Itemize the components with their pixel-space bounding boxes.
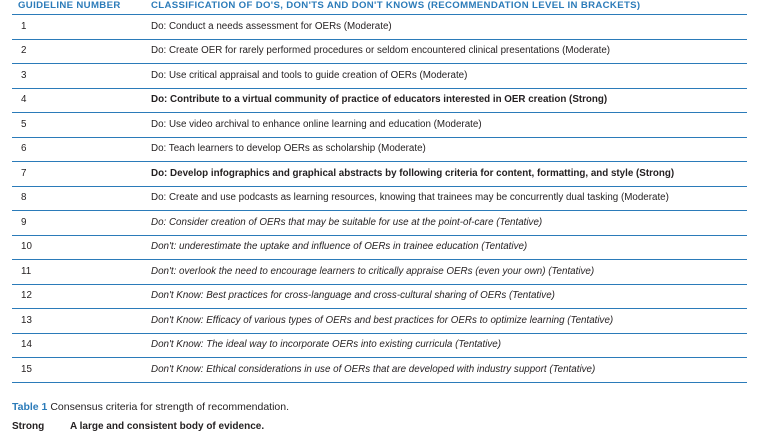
header-classification: CLASSIFICATION OF DO'S, DON'TS AND DON'T KNOWS (RECOMMENDATION LEVEL IN BRACKETS)	[151, 0, 641, 11]
guideline-number: 5	[21, 118, 27, 130]
caption-text: Consensus criteria for strength of recommendation.	[50, 401, 290, 413]
guideline-number: 1	[21, 20, 27, 32]
guideline-text: Don't Know: Efficacy of various types of OERs and best practices for OERs to optimize learning (Tentative)	[151, 314, 614, 326]
table-row	[12, 187, 747, 212]
table-row	[12, 113, 747, 138]
guideline-number: 10	[21, 241, 32, 253]
table-row	[12, 211, 747, 236]
guideline-number: 13	[21, 314, 32, 326]
table-row	[12, 309, 747, 334]
guideline-number: 12	[21, 290, 32, 302]
guideline-text: Do: Contribute to a virtual community of practice of educators interested in OER creation (Strong)	[151, 94, 608, 106]
guideline-number: 3	[21, 69, 27, 81]
table-row	[12, 334, 747, 359]
guideline-text: Do: Create OER for rarely performed procedures or seldom encountered clinical presentations (Moderate)	[151, 45, 611, 57]
guideline-text: Don't Know: Ethical considerations in use of OERs that are developed with industry support (Tentative)	[151, 363, 596, 375]
table-row	[12, 64, 747, 89]
strength-term: Strong	[12, 421, 45, 432]
table-header	[12, 0, 747, 15]
table-row	[12, 236, 747, 261]
guideline-number: 7	[21, 167, 27, 179]
table-row	[12, 358, 747, 383]
caption-label: Table 1	[12, 401, 48, 413]
table-body	[12, 15, 747, 383]
table-row	[12, 15, 747, 40]
header-guideline-number: GUIDELINE NUMBER	[18, 0, 121, 11]
table-row	[12, 40, 747, 65]
guideline-text: Don't: underestimate the uptake and influence of OERs in trainee education (Tentative)	[151, 241, 528, 253]
guideline-text: Do: Develop infographics and graphical abstracts by following criteria for content, formatting, and style (Strong)	[151, 167, 675, 179]
guideline-text: Don't Know: The ideal way to incorporate OERs into existing curricula (Tentative)	[151, 339, 502, 351]
table-caption	[12, 401, 289, 414]
guideline-text: Do: Create and use podcasts as learning resources, knowing that trainees may be concurrently dual tasking (Moderate)	[151, 192, 669, 204]
guideline-number: 6	[21, 143, 27, 155]
guideline-number: 2	[21, 45, 27, 57]
table-row	[12, 260, 747, 285]
guideline-number: 4	[21, 94, 27, 106]
strength-definition	[12, 421, 264, 432]
table-row	[12, 138, 747, 163]
guideline-number: 11	[21, 265, 32, 277]
guideline-text: Do: Use video archival to enhance online learning and education (Moderate)	[151, 118, 482, 130]
table-row	[12, 89, 747, 114]
strength-definition-text: A large and consistent body of evidence.	[70, 421, 265, 432]
guideline-text: Don't: overlook the need to encourage learners to critically appraise OERs (even your own) (Tentative)	[151, 265, 595, 277]
guideline-text: Don't Know: Best practices for cross-language and cross-cultural sharing of OERs (Tentative)	[151, 290, 555, 302]
guidelines-table	[12, 0, 747, 383]
table-row	[12, 285, 747, 310]
guideline-number: 15	[21, 363, 32, 375]
guideline-number: 9	[21, 216, 27, 228]
guideline-text: Do: Consider creation of OERs that may be suitable for use at the point-of-care (Tentative)	[151, 216, 543, 228]
guideline-text: Do: Conduct a needs assessment for OERs (Moderate)	[151, 20, 392, 32]
guideline-number: 8	[21, 192, 27, 204]
guideline-text: Do: Use critical appraisal and tools to guide creation of OERs (Moderate)	[151, 69, 468, 81]
guideline-text: Do: Teach learners to develop OERs as scholarship (Moderate)	[151, 143, 426, 155]
guideline-number: 14	[21, 339, 32, 351]
table-row	[12, 162, 747, 187]
